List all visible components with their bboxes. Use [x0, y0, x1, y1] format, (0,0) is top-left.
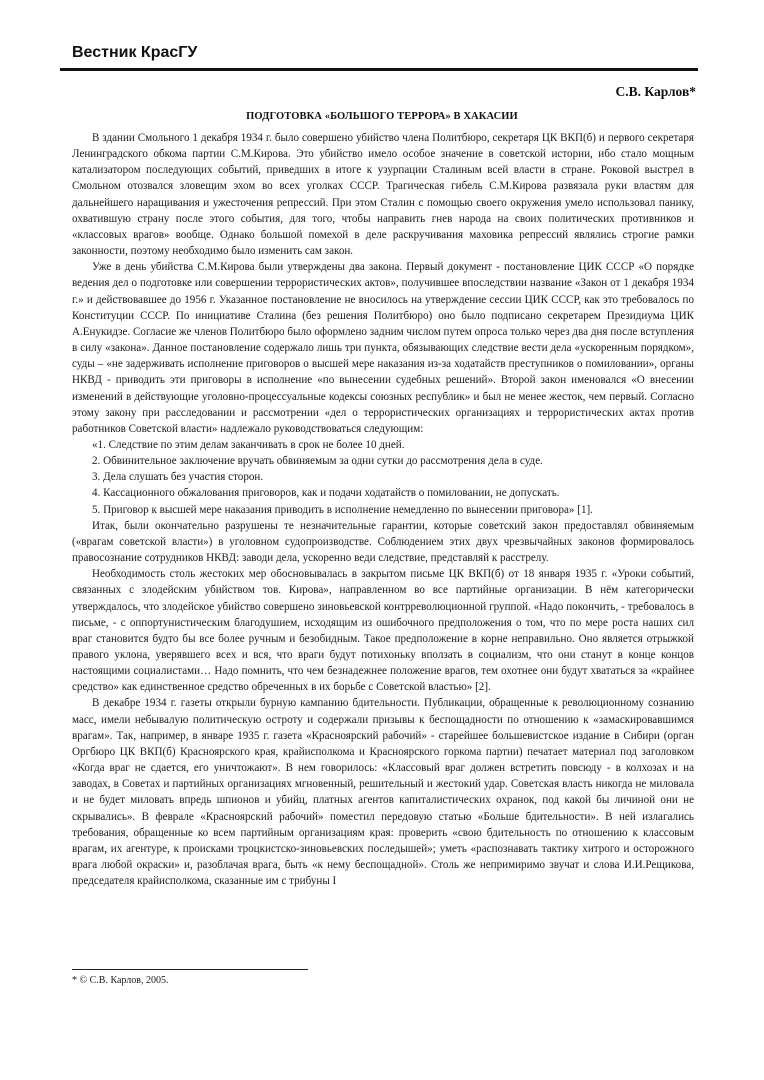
footnote-rule [72, 969, 308, 970]
paragraph: Итак, были окончательно разрушены те незначительные гарантии, которые советский закон предоставлял обвиняемым («врагам советской власти») в уголовном судопроизводстве. Соблюдением этих двух чрезвычайных законов формировалось правосознание сотрудников НКВД: заводи дела, ускоренно веди следствие, представляй к расстрелу. [72, 519, 694, 565]
paragraph: Уже в день убийства С.М.Кирова были утверждены два закона. Первый документ - постановление ЦИК СССР «О порядке ведения дел о подготовке или совершении террористических актов», получившее впоследствии название «Закон от 1 декабря 1934 г.» и действовавшее до 1956 г. Указанное постановление не вносилось на утверждение сессии ЦИК СССР, как это требовалось по Конституции СССР. По инициативе Сталина (без решения Политбюро) оно было подписано секретарем Президиума ЦИК А.Енукидзе. Согласие же членов Политбюро было оформлено задним числом путем опроса только через два дня после вступления в силу «закона». Данное постановление содержало лишь три пункта, обязывающих следствие вести дела «ускоренным порядком», суды – «не задерживать исполнение приговоров о высшей мере наказания из-за ходатайств преступников о помиловании», органы НКВД - приводить эти приговоры в исполнение «по вынесении судебных решений». Второй закон именовался «О внесении изменений в действующие уголовно-процессуальные кодексы союзных республик» и был не менее жесток, чем первый. Согласно этому закону при расследовании и рассмотрении «дел о террористических организациях и террористических актах против работников Советской власти» надлежало руководствоваться следующим: [72, 261, 694, 435]
paragraph: В здании Смольного 1 декабря 1934 г. было совершено убийство члена Политбюро, секретаря ЦК ВКП(б) и первого секретаря Ленинградского обкома партии С.М.Кирова. Это убийство имело особое значение в советской истории, ибо стало мощным катализатором последующих событий, приведших в итоге к узурпации Сталиным всей власти в стране. Роковой выстрел в Смольном отозвался зловещим эхом во всех уголках СССР. Трагическая гибель С.М.Кирова развязала руки властям для дальнейшего наращивания и ужесточения репрессий. При этом Сталин с помощью своего окружения умело использовал панику, охватившую страну после этого события, для того, чтобы направить гнев народа на своих политических противников и «классовых врагов» вообще. Однако большой помехой в деле раскручивания маховика репрессий являлись строгие рамки законности, поэтому необходимо было изменить сам закон. [72, 132, 694, 258]
list-item: 5. Приговор к высшей мере наказания приводить в исполнение немедленно по вынесении приговора» [1]. [92, 503, 593, 516]
journal-header: Вестник КрасГУ [72, 44, 198, 61]
list-item: «1. Следствие по этим делам заканчивать в срок не более 10 дней. [92, 438, 405, 451]
footnote: * © С.В. Карлов, 2005. [72, 975, 169, 986]
article-body [72, 130, 694, 889]
header-rule [60, 68, 698, 71]
list-item: 4. Кассационного обжалования приговоров, как и подачи ходатайств о помиловании, не допускать. [92, 487, 560, 500]
article-title: ПОДГОТОВКА «БОЛЬШОГО ТЕРРОРА» В ХАКАСИИ [246, 111, 518, 122]
paragraph: В декабре 1934 г. газеты открыли бурную кампанию бдительности. Публикации, обращенные к революционному сознанию масс, имели небывалую политическую остроту и содержали призывы к беспощадности по отношению к «замаскировавшимся врагам». Так, например, в январе 1935 г. газета «Красноярский рабочий» - старейшее большевистское издание в Сибири (орган Оргбюро ЦК ВКП(б) Красноярского края, крайисполкома и Красноярского горкома партии) печатает материал под заголовком «Когда враг не сдается, его уничтожают». В нем говорилось: «Классовый враг должен встретить повсюду - в колхозах и на заводах, в Советах и партийных организациях мгновенный, решительный и жестокий удар. Советская власть никогда не миловала и не будет миловать впредь шпионов и убийц, платных агентов капиталистических охранок, под какой бы личиной они не скрывались». В феврале «Красноярский рабочий» поместил передовую статью «Больше бдительности». В ней излагались требования, обращенные ко всем партийным организациям края: проверить «свою бдительность по отношению к классовым врагам, их агентуре, к происками троцкистско-зиновьевских последышей»; уметь «распознавать тактику хитрого и осторожного врага любой окраски» и, разоблачая врага, быть «к нему беспощадной». Столь же непримиримо звучат и слова И.И.Рещикова, председателя крайисполкома, сказанные им с трибуны I [72, 697, 694, 888]
paragraph: Необходимость столь жестоких мер обосновывалась в закрытом письме ЦК ВКП(б) от 18 января 1935 г. «Уроки событий, связанных с злодейским убийством тов. Кирова», направленном во все партийные организации. В нём категорически утверждалось, что злодейское убийство совершено зиновьевской контрреволюционной группой. «Надо покончить, - требовалось в письме, - с оппортунистическим благодушием, исходящим из ошибочного предположения о том, что по мере роста наших сил враг становится будто бы все более ручным и безобидным. Такое предположение в корне неправильно. Оно является отрыжкой правого уклона, уверявшего всех и вся, что враги будут потихоньку вползать в социализм, что они станут в конце концов настоящими социалистами… Надо помнить, что чем безнадежнее положение врагов, тем охотнее они будут хвататься за «крайнее средство» как единственное средство обреченных в их борьбе с Советской властью» [2]. [72, 568, 694, 694]
article-author: С.В. Карлов* [615, 84, 696, 99]
list-item: 2. Обвинительное заключение вручать обвиняемым за одни сутки до рассмотрения дела в суде. [92, 455, 543, 468]
list-item: 3. Дела слушать без участия сторон. [92, 471, 264, 484]
